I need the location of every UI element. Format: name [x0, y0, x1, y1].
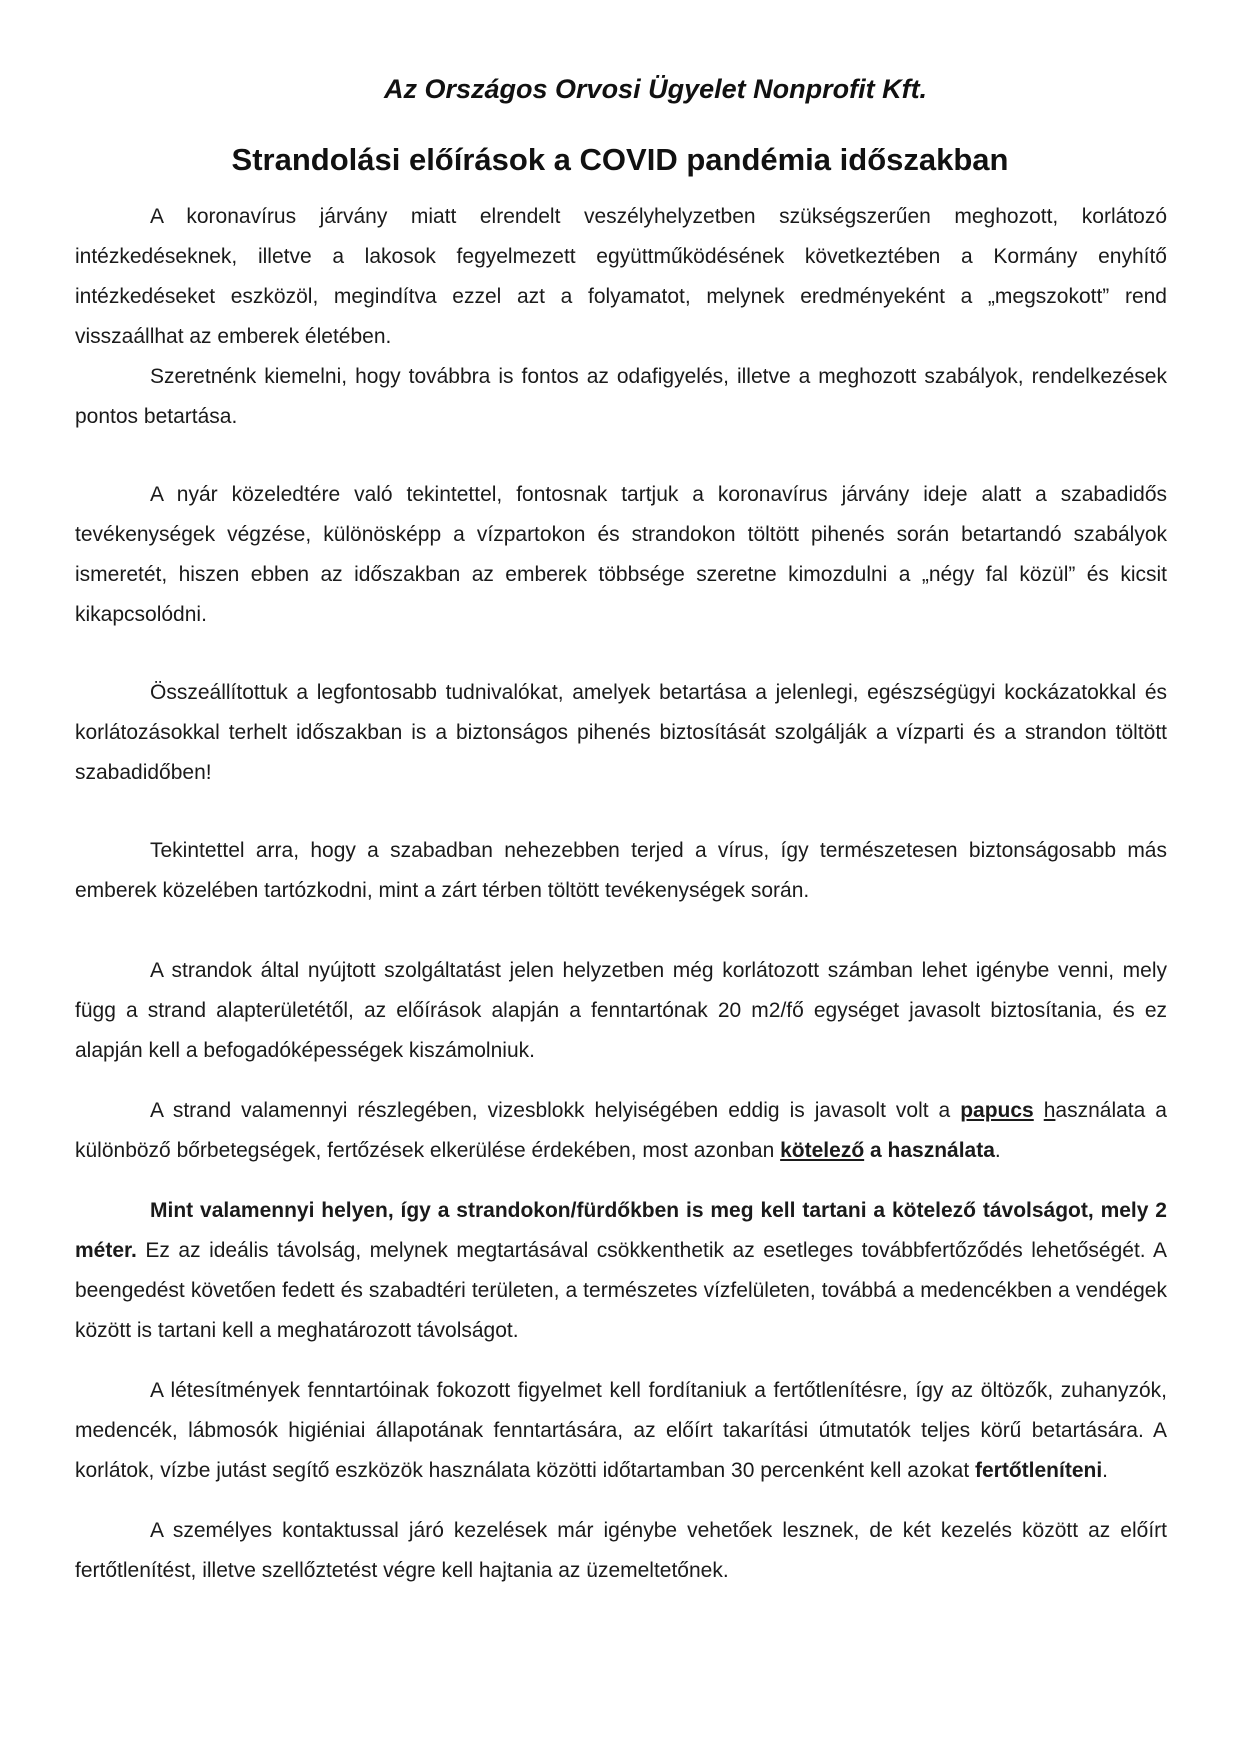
paragraph-emphasis: Szeretnénk kiemelni, hogy továbbra is fontos az odafigyelés, illetve a meghozott szabályok, rendelkezések pontos betartása.	[75, 365, 1167, 428]
paragraph-summer: A nyár közeledtére való tekintettel, fontosnak tartjuk a koronavírus járvány ideje alatt a szabadidős tevékenységek végzése, különösképp a vízpartokon és strandokon töltött pihenés során betartandó szabályok ismeretét, hiszen ebben az időszakban az emberek többsége szeretne kimozdulni a „négy fal közül” és kicsit kikapcsolódni.	[75, 483, 1167, 626]
disinfection-text: A létesítmények fenntartóinak fokozott figyelmet kell fordítaniuk a fertőtlenítésre, így az öltözők, zuhanyzók, medencék, lábmosók higiéniai állapotának fenntartására, az előírt takarítási útmutatók teljes körű betartására. A korlátok, vízbe jutást segítő eszközök használata közötti időtartamban 30 percenként kell azokat	[75, 1379, 1167, 1482]
paragraph-slippers	[75, 1091, 1167, 1171]
slippers-period: .	[994, 1139, 1001, 1162]
distance-text: Ez az ideális távolság, melynek megtartásával csökkenthetik az esetleges továbbfertőződés lehetőségét. A beengedést követően fedett és szabadtéri területen, a természetes vízfelületen, továbbá a medencékben a vendégek között is tartani kell a meghatározott távolságot.	[75, 1239, 1167, 1342]
usage-keyword: a használata	[864, 1139, 995, 1162]
paragraph-outdoors: Tekintettel arra, hogy a szabadban nehezebben terjed a vírus, így természetesen biztonságosabb más emberek közelében tartózkodni, mint a zárt térben töltött tevékenységek során.	[75, 839, 1167, 902]
paragraph-intro: A koronavírus járvány miatt elrendelt veszélyhelyzetben szükségszerűen meghozott, korlátozó intézkedéseknek, illetve a lakosok fegyelmezett együttműködésének következtében a Kormány enyhítő intézkedéseket eszközöl, megindítva ezzel azt a folyamatot, melynek eredményeként a „megszokott” rend visszaállhat az emberek életében.	[75, 205, 1167, 348]
disinfection-keyword: fertőtleníteni	[975, 1459, 1103, 1482]
slippers-text-2: asználata a különböző bőrbetegségek, fertőzések elkerülése érdekében, most azonban	[75, 1099, 1167, 1162]
organization-name: Az Országos Orvosi Ügyelet Nonprofit Kft.	[384, 74, 928, 104]
mandatory-keyword: kötelező	[780, 1139, 865, 1162]
paragraph-disinfection	[75, 1371, 1167, 1491]
document-body	[75, 197, 1167, 1591]
paragraph-capacity: A strandok által nyújtott szolgáltatást jelen helyzetben még korlátozott számban lehet igénybe venni, mely függ a strand alapterületétől, az előírások alapján a fenntartónak 20 m2/fő egységet javasolt biztosítania, és ez alapján kell a befogadóképességek kiszámolniuk.	[75, 959, 1167, 1062]
paragraph-guidelines: Összeállítottuk a legfontosabb tudnivalókat, amelyek betartása a jelenlegi, egészségügyi kockázatokkal és korlátozásokkal terhelt időszakban is a biztonságos pihenés biztosítását szolgálják a vízparti és a strandon töltött szabadidőben!	[75, 681, 1167, 784]
slippers-text-1: A strand valamennyi részlegében, vizesblokk helyiségében eddig is javasolt volt a	[150, 1099, 961, 1122]
distance-rule: Mint valamennyi helyen, így a strandokon/fürdőkben is meg kell tartani a kötelező távolságot, mely 2 méter.	[75, 1199, 1167, 1262]
page-title: Strandolási előírások a COVID pandémia időszakban	[231, 142, 1009, 177]
slippers-space	[1034, 1099, 1044, 1122]
paragraph-treatments: A személyes kontaktussal járó kezelések már igénybe vehetőek lesznek, de két kezelés között az előírt fertőtlenítést, illetve szellőztetést végre kell hajtania az üzemeltetőnek.	[75, 1519, 1167, 1582]
disinfection-period: .	[1102, 1459, 1109, 1482]
slippers-keyword: papucs	[960, 1099, 1034, 1122]
slippers-initial: h	[1043, 1099, 1056, 1122]
paragraph-distance	[75, 1191, 1167, 1351]
